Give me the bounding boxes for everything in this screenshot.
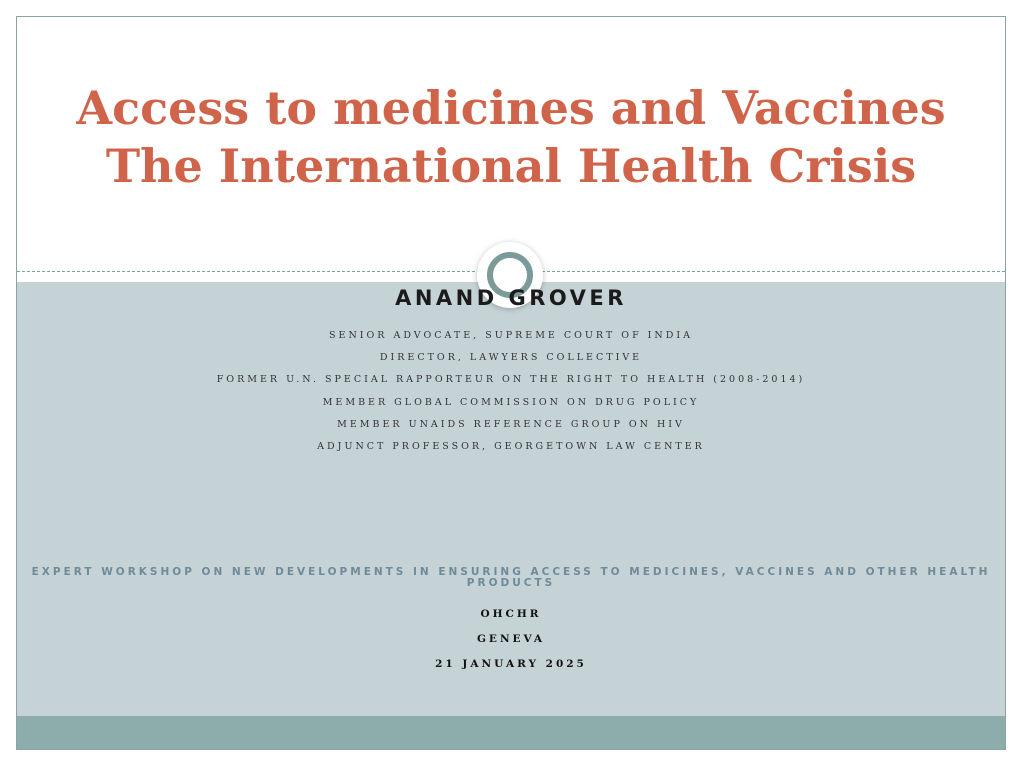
event-location: GENEVA (476, 633, 546, 645)
event-date: 21 JANUARY 2025 (435, 658, 587, 670)
slide-title (17, 79, 1005, 195)
event-organizer: OHCHR (480, 608, 542, 620)
workshop-title: EXPERT WORKSHOP ON NEW DEVELOPMENTS IN ENSURING ACCESS TO MEDICINES, VACCINES AND OTHER HEALTH PRODUCTS (31, 566, 991, 589)
slide (16, 16, 1006, 750)
title-line-2: The International Health Crisis (105, 139, 917, 193)
footer-bar (17, 716, 1005, 750)
title-line-1: Access to medicines and Vaccines (76, 81, 946, 135)
presenter-name: ANAND GROVER (395, 286, 627, 310)
role-line: SENIOR ADVOCATE, SUPREME COURT OF INDIA (329, 330, 693, 341)
role-line: MEMBER UNAIDS REFERENCE GROUP ON HIV (337, 418, 685, 430)
role-line: FORMER U.N. SPECIAL RAPPORTEUR ON THE RIGHT TO HEALTH (2008-2014) (216, 374, 806, 386)
role-line: MEMBER GLOBAL COMMISSION ON DRUG POLICY (322, 396, 700, 408)
presenter-roles (17, 325, 1005, 458)
role-line: ADJUNCT PROFESSOR, GEORGETOWN LAW CENTER (317, 440, 705, 452)
event-details (17, 602, 1005, 677)
title-area (17, 17, 1005, 271)
role-line: DIRECTOR, LAWYERS COLLECTIVE (379, 352, 643, 364)
